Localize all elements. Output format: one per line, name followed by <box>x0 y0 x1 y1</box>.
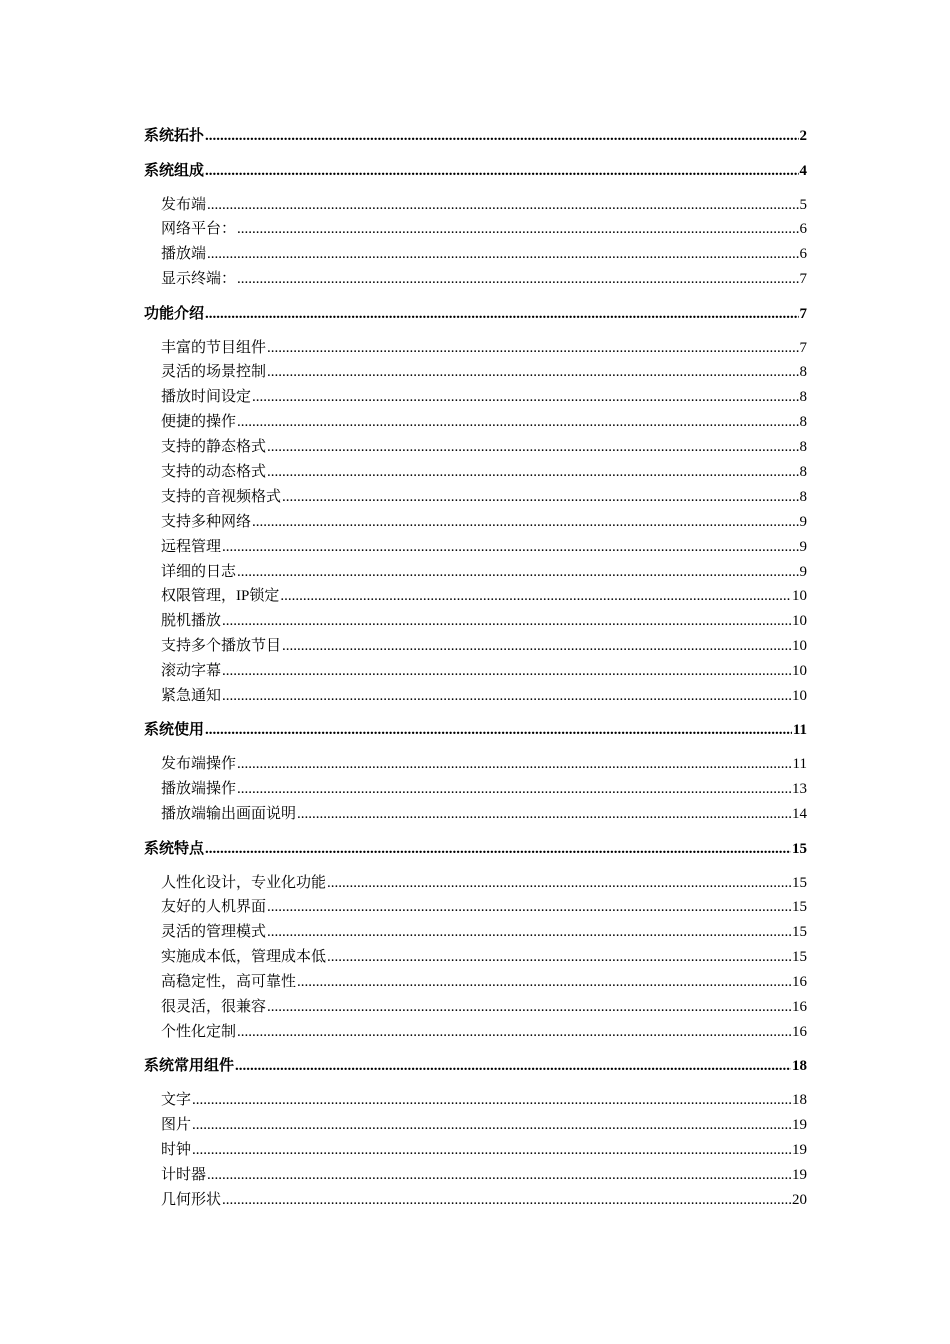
toc-heading[interactable] <box>144 302 807 327</box>
dot-leader <box>237 1020 791 1045</box>
toc-entry-title: 播放端 <box>161 246 207 263</box>
dot-leader <box>267 920 791 945</box>
toc-entry[interactable] <box>144 970 807 995</box>
toc-entry-title: 脱机播放 <box>161 613 222 630</box>
toc-page-number: 10 <box>792 638 807 655</box>
dot-leader <box>207 242 798 267</box>
toc-entry-title: 几何形状 <box>161 1191 222 1208</box>
toc-entry[interactable] <box>144 1020 807 1045</box>
toc-entry-title: 很灵活，很兼容 <box>161 999 267 1016</box>
toc-entry[interactable] <box>144 1113 807 1138</box>
toc-page-number: 6 <box>799 246 807 263</box>
toc-entry[interactable] <box>144 1188 807 1213</box>
dot-leader <box>222 535 798 560</box>
toc-entry[interactable] <box>144 634 807 659</box>
toc-page-number: 8 <box>799 488 807 505</box>
dot-leader <box>282 634 791 659</box>
dot-leader <box>205 837 791 862</box>
dot-leader <box>297 970 791 995</box>
toc-page-number: 10 <box>792 688 807 705</box>
dot-leader <box>222 659 791 684</box>
toc-heading[interactable] <box>144 718 807 743</box>
toc-entry-title: 支持的音视频格式 <box>161 488 282 505</box>
toc-heading-title: 系统组成 <box>144 162 205 179</box>
dot-leader <box>237 560 798 585</box>
dot-leader <box>237 410 798 435</box>
toc-page-number: 15 <box>792 899 807 916</box>
toc-entry-title: 图片 <box>161 1117 192 1134</box>
toc-page-number: 8 <box>799 439 807 456</box>
dot-leader <box>252 385 798 410</box>
toc-entry-title: 详细的日志 <box>161 563 237 580</box>
dot-leader <box>205 302 798 327</box>
dot-leader <box>327 945 791 970</box>
toc-page-number: 7 <box>799 271 807 288</box>
toc-entry-title: 滚动字幕 <box>161 663 222 680</box>
toc-entry-title: 丰富的节目组件 <box>161 339 267 356</box>
toc-page-number: 11 <box>792 756 807 773</box>
toc-entry-title: 网络平台： <box>161 221 237 238</box>
toc-page-number: 18 <box>792 1092 807 1109</box>
toc-heading-title: 系统特点 <box>144 840 205 857</box>
toc-page-number: 10 <box>792 663 807 680</box>
dot-leader <box>222 684 791 709</box>
dot-leader <box>192 1138 791 1163</box>
dot-leader <box>237 752 792 777</box>
toc-page-number: 8 <box>799 464 807 481</box>
toc-entry[interactable] <box>144 945 807 970</box>
toc-page-number: 9 <box>799 538 807 555</box>
toc-page-number: 13 <box>792 781 807 798</box>
toc-entry[interactable] <box>144 609 807 634</box>
dot-leader <box>297 802 791 827</box>
toc-entry[interactable] <box>144 535 807 560</box>
toc-entry[interactable] <box>144 752 807 777</box>
toc-page-number: 19 <box>792 1167 807 1183</box>
toc-page-number: 15 <box>792 924 807 941</box>
toc-page-number: 15 <box>792 949 807 966</box>
toc-entry[interactable] <box>144 920 807 945</box>
dot-leader <box>252 510 798 535</box>
dot-leader <box>282 485 798 510</box>
toc-entry[interactable] <box>144 385 807 410</box>
toc-entry-title: 实施成本低，管理成本低 <box>161 949 327 966</box>
dot-leader <box>207 193 798 218</box>
toc-entry[interactable] <box>144 802 807 827</box>
dot-leader <box>327 871 791 896</box>
dot-leader <box>267 435 798 460</box>
dot-leader <box>222 609 791 634</box>
toc-entry[interactable] <box>144 584 807 609</box>
toc-page-number: 18 <box>792 1058 807 1075</box>
toc-page-number: 7 <box>799 305 807 322</box>
toc-entry-title: 紧急通知 <box>161 688 222 705</box>
toc-entry[interactable] <box>144 684 807 709</box>
dot-leader <box>237 267 798 292</box>
dot-leader <box>267 995 791 1020</box>
toc-entry-title: 发布端操作 <box>161 756 237 773</box>
toc-page-number: 11 <box>792 722 807 739</box>
toc-page-number: 9 <box>799 513 807 530</box>
toc-page-number: 7 <box>799 339 807 356</box>
toc-entry-title: 高稳定性，高可靠性 <box>161 974 297 991</box>
toc-heading[interactable] <box>144 159 807 184</box>
toc-page-number: 5 <box>799 196 807 213</box>
dot-leader <box>205 124 798 149</box>
toc-entry[interactable] <box>144 1163 807 1188</box>
dot-leader <box>237 217 798 242</box>
toc-entry[interactable] <box>144 242 807 267</box>
toc-entry-title: 便捷的操作 <box>161 414 237 431</box>
dot-leader <box>205 718 792 743</box>
dot-leader <box>237 777 791 802</box>
toc-page-number: 20 <box>792 1191 807 1208</box>
toc-page-number: 16 <box>792 974 807 991</box>
toc-entry[interactable] <box>144 871 807 896</box>
toc-entry-title: 播放时间设定 <box>161 389 252 406</box>
toc-page-number: 16 <box>792 999 807 1016</box>
toc-entry[interactable] <box>144 560 807 585</box>
toc-page-number: 6 <box>799 221 807 238</box>
toc-entry[interactable] <box>144 777 807 802</box>
toc-entry-title: 友好的人机界面 <box>161 899 267 916</box>
toc-heading-title: 系统拓扑 <box>144 128 205 144</box>
toc-entry-title: 支持的动态格式 <box>161 464 267 481</box>
dot-leader <box>222 1188 791 1213</box>
toc-entry-title: 文字 <box>161 1092 192 1109</box>
toc-entry-title: 人性化设计，专业化功能 <box>161 874 327 891</box>
toc-heading[interactable] <box>144 124 807 149</box>
toc-page-number: 19 <box>792 1142 807 1159</box>
toc-entry[interactable] <box>144 360 807 385</box>
dot-leader <box>205 159 798 184</box>
toc-entry-title: 计时器 <box>161 1167 207 1183</box>
toc-entry-title: 支持的静态格式 <box>161 439 267 456</box>
dot-leader <box>207 1163 791 1188</box>
toc-entry-title: 播放端操作 <box>161 781 237 798</box>
toc-entry[interactable] <box>144 1088 807 1113</box>
toc-heading-title: 功能介绍 <box>144 305 205 322</box>
dot-leader <box>280 584 791 609</box>
dot-leader <box>267 460 798 485</box>
toc-heading-title: 系统常用组件 <box>144 1058 235 1075</box>
toc-entry[interactable] <box>144 460 807 485</box>
toc-entry-title: 灵活的场景控制 <box>161 364 267 381</box>
toc-entry[interactable] <box>144 659 807 684</box>
dot-leader <box>267 336 798 361</box>
toc-page-number: 8 <box>799 364 807 381</box>
toc-page-number: 19 <box>792 1117 807 1134</box>
dot-leader <box>267 895 791 920</box>
dot-leader <box>192 1113 791 1138</box>
toc-entry[interactable] <box>144 510 807 535</box>
toc-entry-title: 时钟 <box>161 1142 192 1159</box>
toc-page-number: 16 <box>792 1023 807 1040</box>
toc-entry[interactable] <box>144 435 807 460</box>
toc-entry[interactable] <box>144 410 807 435</box>
toc-heading[interactable] <box>144 837 807 862</box>
toc-entry-title: 远程管理 <box>161 538 222 555</box>
toc-entry[interactable] <box>144 995 807 1020</box>
toc-entry[interactable] <box>144 1138 807 1163</box>
toc-page-number: 8 <box>799 389 807 406</box>
toc-page-number: 14 <box>792 806 807 823</box>
toc-heading[interactable] <box>144 1054 807 1079</box>
toc-entry-title: 显示终端： <box>161 271 237 288</box>
toc-heading-title: 系统使用 <box>144 722 205 739</box>
table-of-contents <box>144 124 807 1213</box>
toc-page-number: 10 <box>792 613 807 630</box>
toc-entry[interactable] <box>144 217 807 242</box>
toc-page-number: 4 <box>799 162 807 179</box>
toc-page-number: 10 <box>792 588 807 605</box>
toc-entry-title: 权限管理，IP锁定 <box>161 588 280 605</box>
toc-entry-title: 灵活的管理模式 <box>161 924 267 941</box>
toc-page-number: 8 <box>799 414 807 431</box>
toc-page-number: 9 <box>799 563 807 580</box>
toc-entry-title: 个性化定制 <box>161 1023 237 1040</box>
dot-leader <box>267 360 798 385</box>
toc-entry-title: 支持多种网络 <box>161 513 252 530</box>
toc-entry[interactable] <box>144 336 807 361</box>
toc-entry[interactable] <box>144 267 807 292</box>
toc-page-number: 15 <box>792 874 807 891</box>
dot-leader <box>192 1088 791 1113</box>
toc-entry[interactable] <box>144 895 807 920</box>
toc-entry-title: 发布端 <box>161 196 207 213</box>
toc-page-number: 2 <box>799 128 807 144</box>
dot-leader <box>235 1054 791 1079</box>
toc-entry[interactable] <box>144 485 807 510</box>
toc-entry-title: 播放端输出画面说明 <box>161 806 297 823</box>
toc-entry-title: 支持多个播放节目 <box>161 638 282 655</box>
toc-entry[interactable] <box>144 193 807 218</box>
toc-page-number: 15 <box>792 840 807 857</box>
